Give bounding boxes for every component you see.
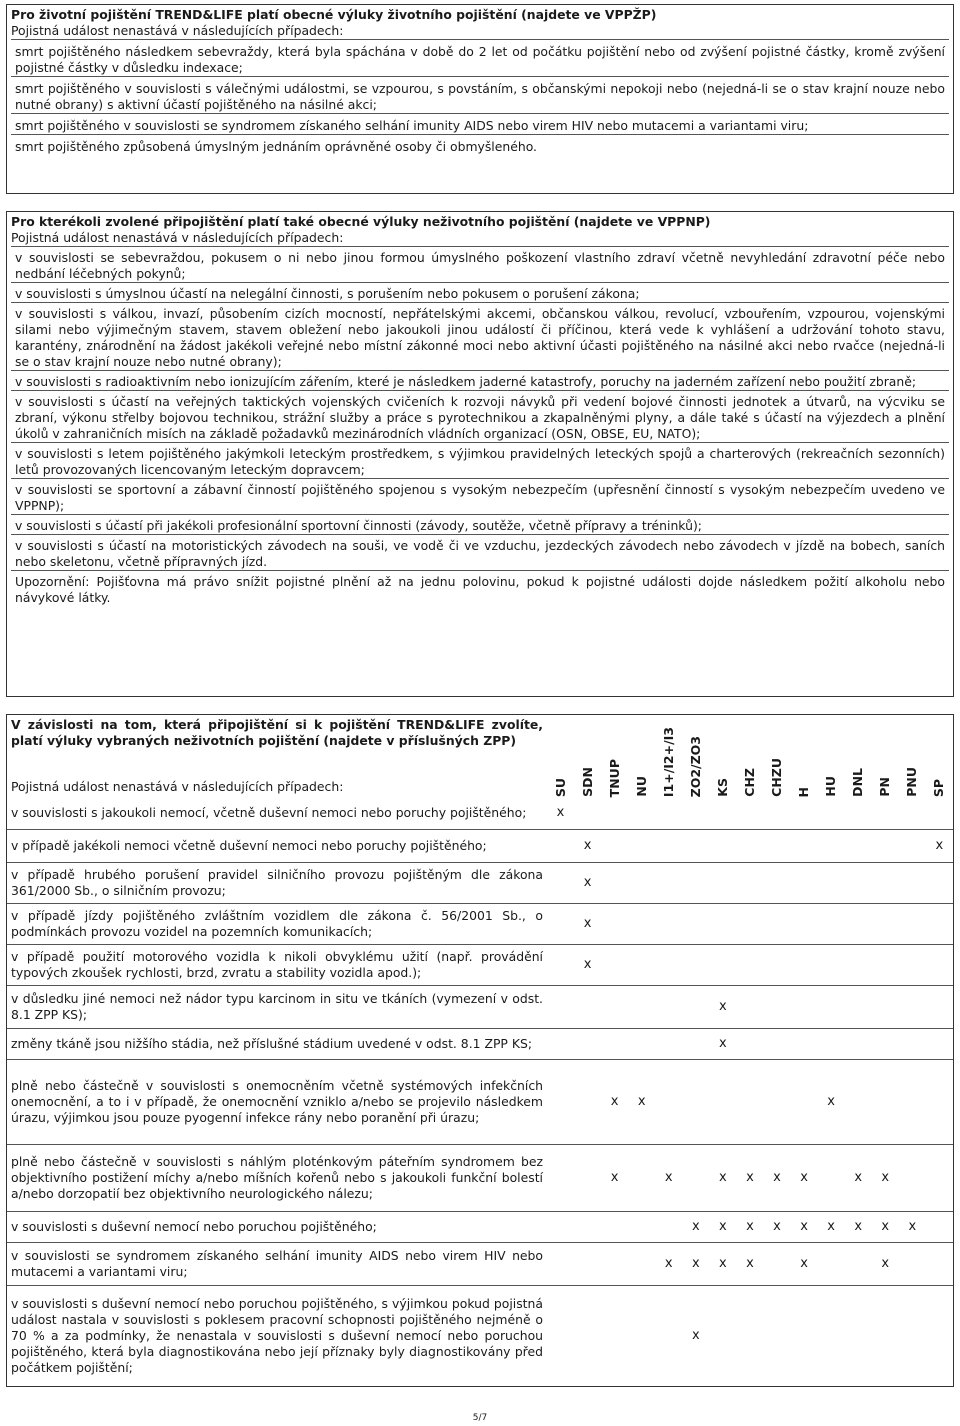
column-header-label: KS: [714, 778, 730, 797]
applicability-mark: [872, 863, 899, 903]
column-header: [601, 715, 628, 797]
applicability-mark: [899, 945, 926, 985]
applicability-mark: [547, 945, 574, 985]
applicability-mark: [764, 830, 791, 862]
table-header-cell: [7, 715, 547, 797]
column-header-label: PNU: [904, 767, 920, 797]
applicability-mark: [682, 797, 709, 829]
applicability-mark: [791, 830, 818, 862]
applicability-mark: [736, 1029, 763, 1059]
applicability-mark: [547, 904, 574, 944]
applicability-mark: [574, 1212, 601, 1242]
applicability-mark: [736, 863, 763, 903]
applicability-mark: [574, 1145, 601, 1211]
applicability-mark: x: [664, 1256, 673, 1271]
table-heading: V závislosti na tom, která připojištění si k pojištění TREND&LIFE zvolíte, platí výluky vybraných neživotních pojištění (najdete v příslušných ZPP): [11, 717, 543, 748]
applicability-mark: [764, 904, 791, 944]
exclusion-text: v případě použití motorového vozidla k nikoli obvyklému užití (např. provádění typových zkoušek rychlosti, brzd, zvratu a stability vozidla apod.);: [11, 949, 543, 980]
applicability-mark: x: [800, 1170, 808, 1185]
exclusion-item: v souvislosti s účastí na motoristických závodech na souši, ve vodě či ve vzduchu, jezdeckých závodech nebo závodech v jízdě na bobech, saních nebo skeletonu, včetně přípravných jízd.: [11, 534, 949, 570]
applicability-mark: [791, 945, 818, 985]
applicability-mark: x: [556, 805, 565, 820]
applicability-mark: x: [719, 999, 727, 1014]
table-row: [7, 829, 953, 862]
applicability-mark: [845, 863, 872, 903]
applicability-mark: [764, 863, 791, 903]
column-headers: [547, 715, 953, 797]
applicability-mark: [628, 830, 655, 862]
applicability-mark: [709, 904, 736, 944]
applicability-mark: [926, 1060, 953, 1144]
applicability-mark: x: [800, 1256, 808, 1271]
applicability-mark: [628, 945, 655, 985]
applicability-mark: [845, 945, 872, 985]
exclusion-item: v souvislosti se sportovní a zábavní činností pojištěného spojenou s vysokým nebezpečím (upřesnění činností s vysokým nebezpečím uvedeno ve VPPNP);: [11, 478, 949, 514]
page-number: 5/7: [472, 1413, 488, 1423]
applicability-mark: [682, 1029, 709, 1059]
applicability-mark: x: [881, 1170, 890, 1185]
exclusion-item: v souvislosti s účastí při jakékoli profesionální sportovní činnosti (závody, soutěže, včetně přípravy a tréninků);: [11, 514, 949, 534]
column-header: [764, 715, 791, 797]
applicability-mark: [574, 797, 601, 829]
exclusion-item: smrt pojištěného v souvislosti se syndromem získaného selhání imunity AIDS nebo virem HIV nebo mutacemi a variantami viru;: [11, 113, 949, 134]
applicability-mark: [655, 863, 682, 903]
applicability-mark: [926, 1286, 953, 1386]
section-heading: Pro kterékoli zvolené připojištění platí také obecné výluky neživotního pojištění (najdete ve VPPNP): [11, 214, 711, 229]
applicability-mark: [872, 945, 899, 985]
applicability-mark: [899, 1060, 926, 1144]
rider-exclusions-table: [6, 714, 954, 1387]
applicability-mark: [628, 797, 655, 829]
table-row: [7, 1285, 953, 1386]
applicability-mark: [547, 830, 574, 862]
applicability-mark: [547, 1286, 574, 1386]
table-row: [7, 1144, 953, 1211]
applicability-mark: [655, 1029, 682, 1059]
applicability-mark: [655, 1212, 682, 1242]
applicability-mark: [764, 1286, 791, 1386]
applicability-mark: x: [935, 838, 944, 853]
applicability-mark: [628, 1243, 655, 1285]
applicability-mark: [791, 986, 818, 1028]
applicability-mark: [872, 904, 899, 944]
column-header-label: SDN: [579, 767, 595, 797]
exclusion-item: v souvislosti s účastí na veřejných taktických vojenských cvičeních k rozvoji návyků při vedení bojové činnosti jednotek a útvarů, na výcviku se zbraní, výkonu střelby bojovou technikou, strážní služby a práce s pyrotechnikou a zkapalněnými plyny, a dále také s účastí na výjezdech a plnění úkolů v zahraničních misích na základě požadavků mezinárodních vládních organizací (OSN, OBSE, EU, NATO);: [11, 390, 949, 442]
applicability-mark: [818, 904, 845, 944]
applicability-mark: x: [610, 1170, 619, 1185]
warning-note: Upozornění: Pojišťovna má právo snížit pojistné plnění až na jednu polovinu, pokud k pojistné události dojde následkem požití alkoholu nebo návykové látky.: [11, 570, 949, 606]
applicability-mark: [628, 1029, 655, 1059]
applicability-mark: [845, 797, 872, 829]
applicability-mark: [682, 1145, 709, 1211]
column-header: [682, 715, 709, 797]
applicability-mark: [682, 1060, 709, 1144]
applicability-mark: [655, 986, 682, 1028]
applicability-mark: [601, 986, 628, 1028]
applicability-mark: x: [773, 1170, 781, 1185]
applicability-mark: [628, 863, 655, 903]
exclusion-item: v souvislosti se sebevraždou, pokusem o ni nebo jinou formou úmyslného poškození vlastního zdraví včetně nevyhledání zdravotní péče nebo nedbání léčebných pokynů;: [11, 246, 949, 282]
applicability-mark: [547, 1060, 574, 1144]
column-header: [628, 715, 655, 797]
column-header-label: DNL: [850, 768, 866, 797]
applicability-mark: [791, 863, 818, 903]
applicability-mark: x: [881, 1219, 890, 1234]
applicability-mark: [736, 830, 763, 862]
applicability-mark: [764, 1029, 791, 1059]
column-header-label: HU: [823, 776, 839, 797]
applicability-mark: [601, 1286, 628, 1386]
exclusion-text: v souvislosti s duševní nemocí nebo poruchou pojištěného, s výjimkou pokud pojistná událost nastala v souvislosti s poklesem pracovní schopnosti pojištěného nejméně o 70 % a za podmínky, že nenastala v souvislosti s duševní nemocí nebo poruchou pojištěného, která byla diagnostikována nebo její příznaky byly diagnostikovány před počátkem pojištění;: [11, 1296, 543, 1375]
applicability-mark: x: [691, 1328, 700, 1343]
applicability-mark: [899, 863, 926, 903]
applicability-mark: [547, 1243, 574, 1285]
applicability-mark: [926, 1029, 953, 1059]
nonlife-exclusions-section: [6, 211, 954, 697]
applicability-mark: [574, 1060, 601, 1144]
exclusion-item: v souvislosti s radioaktivním nebo ionizujícím zářením, které je následkem jaderné katastrofy, poruchy na jaderném zařízení nebo použití zbraně;: [11, 370, 949, 390]
applicability-mark: [547, 1212, 574, 1242]
column-header: [709, 715, 736, 797]
applicability-mark: [845, 830, 872, 862]
applicability-mark: [601, 1029, 628, 1059]
exclusion-text: v případě hrubého porušení pravidel silničního provozu pojištěným dle zákona 361/2000 Sb., o silničním provozu;: [11, 867, 543, 898]
column-header-label: TNUP: [606, 758, 622, 797]
applicability-mark: [574, 1029, 601, 1059]
applicability-mark: [601, 1212, 628, 1242]
applicability-mark: [791, 904, 818, 944]
applicability-mark: [818, 1286, 845, 1386]
applicability-mark: [872, 797, 899, 829]
applicability-mark: [764, 945, 791, 985]
exclusion-item: smrt pojištěného způsobená úmyslným jednáním oprávněné osoby či obmyšleného.: [11, 134, 949, 155]
exclusion-item: v souvislosti s letem pojištěného jakýmkoli leteckým prostředkem, s výjimkou pravidelných leteckých spojů a charterových (rekreačních sezonních) letů provozovaných licencovaným leteckým dopravcem;: [11, 442, 949, 478]
applicability-mark: x: [827, 1219, 835, 1234]
applicability-mark: x: [610, 1094, 619, 1109]
applicability-mark: [899, 830, 926, 862]
applicability-mark: [736, 904, 763, 944]
applicability-mark: [709, 830, 736, 862]
applicability-mark: [547, 1029, 574, 1059]
applicability-mark: x: [691, 1256, 700, 1271]
applicability-mark: [899, 797, 926, 829]
applicability-mark: [547, 1145, 574, 1211]
applicability-mark: [899, 986, 926, 1028]
column-header: [574, 715, 601, 797]
applicability-mark: [926, 1212, 953, 1242]
applicability-mark: [736, 986, 763, 1028]
applicability-mark: [791, 1060, 818, 1144]
applicability-mark: [682, 904, 709, 944]
applicability-mark: [682, 863, 709, 903]
section-heading: Pro životní pojištění TREND&LIFE platí obecné výluky životního pojištění (najdete ve VPPŽP): [11, 7, 657, 22]
table-body: [7, 797, 953, 1386]
applicability-mark: x: [664, 1170, 673, 1185]
applicability-mark: x: [583, 957, 592, 972]
table-row: [7, 1211, 953, 1242]
column-header: [845, 715, 872, 797]
applicability-mark: [764, 1060, 791, 1144]
applicability-mark: [574, 1286, 601, 1386]
column-header: [655, 715, 682, 797]
column-header-label: I1+/I2+/I3: [660, 726, 676, 797]
applicability-mark: [601, 830, 628, 862]
applicability-mark: [791, 1286, 818, 1386]
applicability-mark: [926, 904, 953, 944]
exclusion-text: v případě jakékoli nemoci včetně duševní nemoci nebo poruchy pojištěného;: [11, 838, 487, 853]
applicability-mark: [872, 830, 899, 862]
applicability-mark: [926, 945, 953, 985]
exclusion-item: smrt pojištěného následkem sebevraždy, která byla spáchána v době do 2 let od počátku pojištění nebo od zvýšení pojistné částky, kromě zvýšení pojistné částky v důsledku indexace;: [11, 39, 949, 76]
applicability-mark: [845, 986, 872, 1028]
applicability-mark: [682, 986, 709, 1028]
life-exclusions-section: [6, 4, 954, 194]
applicability-mark: [845, 1060, 872, 1144]
applicability-mark: [818, 1145, 845, 1211]
column-header-label: SU: [552, 777, 568, 797]
applicability-mark: [872, 1060, 899, 1144]
table-row: [7, 985, 953, 1028]
applicability-mark: [709, 1060, 736, 1144]
applicability-mark: [736, 945, 763, 985]
table-row: [7, 903, 953, 944]
applicability-mark: [872, 986, 899, 1028]
applicability-mark: [655, 830, 682, 862]
table-intro: Pojistná událost nenastává v následujících případech:: [11, 779, 344, 794]
applicability-mark: [899, 904, 926, 944]
table-row: [7, 1242, 953, 1285]
applicability-mark: [601, 904, 628, 944]
applicability-mark: [872, 1029, 899, 1059]
applicability-mark: [682, 830, 709, 862]
applicability-mark: [845, 904, 872, 944]
applicability-mark: [845, 1243, 872, 1285]
applicability-mark: x: [746, 1170, 754, 1185]
column-header: [791, 715, 818, 797]
applicability-mark: [791, 1029, 818, 1059]
applicability-mark: [574, 1243, 601, 1285]
column-header: [818, 715, 845, 797]
exclusion-text: v souvislosti se syndromem získaného selhání imunity AIDS nebo virem HIV nebo mutacemi a variantami viru;: [11, 1248, 543, 1279]
applicability-mark: [872, 1286, 899, 1386]
applicability-mark: x: [583, 875, 592, 890]
applicability-mark: [899, 1286, 926, 1386]
applicability-mark: [845, 1286, 872, 1386]
applicability-mark: [709, 945, 736, 985]
applicability-mark: [845, 1029, 872, 1059]
applicability-mark: [818, 945, 845, 985]
table-row: [7, 1028, 953, 1059]
applicability-mark: [899, 1243, 926, 1285]
applicability-mark: [628, 1286, 655, 1386]
exclusion-text: plně nebo částečně v souvislosti s náhlým ploténkovým páteřním syndromem bez objektivního postižení míchy a/nebo míšních kořenů nebo s jakoukoli funkční bolestí a/nebo dorzopatií bez objektivního neurologického nálezu;: [11, 1154, 543, 1201]
exclusion-text: v důsledku jiné nemoci než nádor typu karcinom in situ ve tkáních (vymezení v odst. 8.1 ZPP KS);: [11, 991, 543, 1022]
column-header-label: CHZU: [769, 758, 785, 797]
applicability-mark: [764, 797, 791, 829]
column-header: [899, 715, 926, 797]
applicability-mark: x: [746, 1256, 754, 1271]
column-header: [547, 715, 574, 797]
applicability-mark: [601, 1243, 628, 1285]
column-header-label: H: [796, 786, 812, 797]
applicability-mark: [655, 1286, 682, 1386]
table-row: [7, 944, 953, 985]
applicability-mark: [628, 904, 655, 944]
applicability-mark: [818, 797, 845, 829]
applicability-mark: x: [583, 838, 592, 853]
applicability-mark: [926, 863, 953, 903]
applicability-mark: x: [881, 1256, 890, 1271]
applicability-mark: [818, 1243, 845, 1285]
applicability-mark: [818, 863, 845, 903]
applicability-mark: [926, 1145, 953, 1211]
applicability-mark: [926, 1243, 953, 1285]
applicability-mark: [628, 1212, 655, 1242]
applicability-mark: [736, 1286, 763, 1386]
applicability-mark: [655, 797, 682, 829]
section-intro: Pojistná událost nenastává v následujících případech:: [11, 230, 344, 245]
applicability-mark: [655, 904, 682, 944]
applicability-mark: x: [800, 1219, 808, 1234]
applicability-mark: [655, 945, 682, 985]
applicability-mark: x: [746, 1219, 754, 1234]
applicability-mark: [655, 1060, 682, 1144]
applicability-mark: [601, 945, 628, 985]
applicability-mark: x: [719, 1170, 727, 1185]
column-header: [872, 715, 899, 797]
applicability-mark: [547, 863, 574, 903]
applicability-mark: x: [827, 1094, 835, 1109]
column-header-label: NU: [633, 776, 649, 797]
exclusion-text: změny tkáně jsou nižšího stádia, než příslušné stádium uvedené v odst. 8.1 ZPP KS;: [11, 1036, 532, 1051]
applicability-mark: [709, 1286, 736, 1386]
applicability-mark: [601, 797, 628, 829]
applicability-mark: x: [691, 1219, 700, 1234]
applicability-mark: [764, 1243, 791, 1285]
exclusion-item: smrt pojištěného v souvislosti s válečnými událostmi, se vzpourou, s povstáním, s občanskými nepokoji nebo (nejedná-li se o stav krajní nouze nebo nutné obrany) s aktivní účastí pojištěného na násilné akci;: [11, 76, 949, 113]
applicability-mark: x: [908, 1219, 917, 1234]
table-header-row: [7, 715, 953, 797]
applicability-mark: [574, 986, 601, 1028]
table-row: [7, 1059, 953, 1144]
applicability-mark: [736, 1060, 763, 1144]
applicability-mark: [764, 986, 791, 1028]
column-header-label: PN: [877, 777, 893, 797]
applicability-mark: [791, 797, 818, 829]
applicability-mark: x: [854, 1170, 863, 1185]
section-intro: Pojistná událost nenastává v následujících případech:: [11, 23, 344, 38]
table-row: [7, 797, 953, 829]
column-header: [736, 715, 763, 797]
column-header-label: ZO2/ZO3: [687, 735, 703, 797]
applicability-mark: x: [773, 1219, 781, 1234]
applicability-mark: [818, 830, 845, 862]
applicability-mark: [899, 1145, 926, 1211]
applicability-mark: [818, 1029, 845, 1059]
applicability-mark: x: [583, 916, 592, 931]
applicability-mark: [736, 797, 763, 829]
applicability-mark: x: [719, 1036, 727, 1051]
applicability-mark: [628, 1145, 655, 1211]
applicability-mark: [628, 986, 655, 1028]
applicability-mark: [818, 986, 845, 1028]
column-header-label: SP: [931, 778, 947, 797]
applicability-mark: x: [719, 1219, 727, 1234]
applicability-mark: [709, 863, 736, 903]
applicability-mark: x: [854, 1219, 863, 1234]
column-header: [926, 715, 953, 797]
applicability-mark: [899, 1029, 926, 1059]
applicability-mark: x: [719, 1256, 727, 1271]
applicability-mark: [926, 797, 953, 829]
table-row: [7, 862, 953, 903]
applicability-mark: [926, 986, 953, 1028]
applicability-mark: x: [637, 1094, 646, 1109]
column-header-label: CHZ: [741, 768, 757, 797]
exclusion-text: v případě jízdy pojištěného zvláštním vozidlem dle zákona č. 56/2001 Sb., o podmínkách provozu vozidel na pozemních komunikacích;: [11, 908, 543, 939]
applicability-mark: [709, 797, 736, 829]
exclusion-text: v souvislosti s duševní nemocí nebo poruchou pojištěného;: [11, 1219, 377, 1234]
applicability-mark: [682, 945, 709, 985]
applicability-mark: [601, 863, 628, 903]
applicability-mark: [547, 986, 574, 1028]
exclusion-text: v souvislosti s jakoukoli nemocí, včetně duševní nemoci nebo poruchy pojištěného;: [11, 805, 527, 820]
exclusion-item: v souvislosti s úmyslnou účastí na nelegální činnosti, s porušením nebo pokusem o porušení zákona;: [11, 282, 949, 302]
exclusion-item: v souvislosti s válkou, invazí, působením cizích mocností, nepřátelskými akcemi, občanskou válkou, revolucí, vzbouřením, vzpourou, vojenskými silami nebo výjimečným stavem, stavem obležení nebo jakoukoli jinou událostí či příčinou, která vede k vyhlášení a udržování tohoto stavu, karantény, znárodnění na žádost jakékoli veřejné nebo místní zákonné moci nebo aktivní účasti pojištěného na násilné akci nebo rvačce (nejedná-li se o stav krajní nouze nebo nutné obrany);: [11, 302, 949, 370]
exclusion-text: plně nebo částečně v souvislosti s onemocněním včetně systémových infekčních onemocnění, a to i v případě, že onemocnění vzniklo a/nebo se projevilo následkem úrazu, výjimkou jsou pouze pyogenní infekce rány nebo poranění při úrazu;: [11, 1078, 543, 1125]
